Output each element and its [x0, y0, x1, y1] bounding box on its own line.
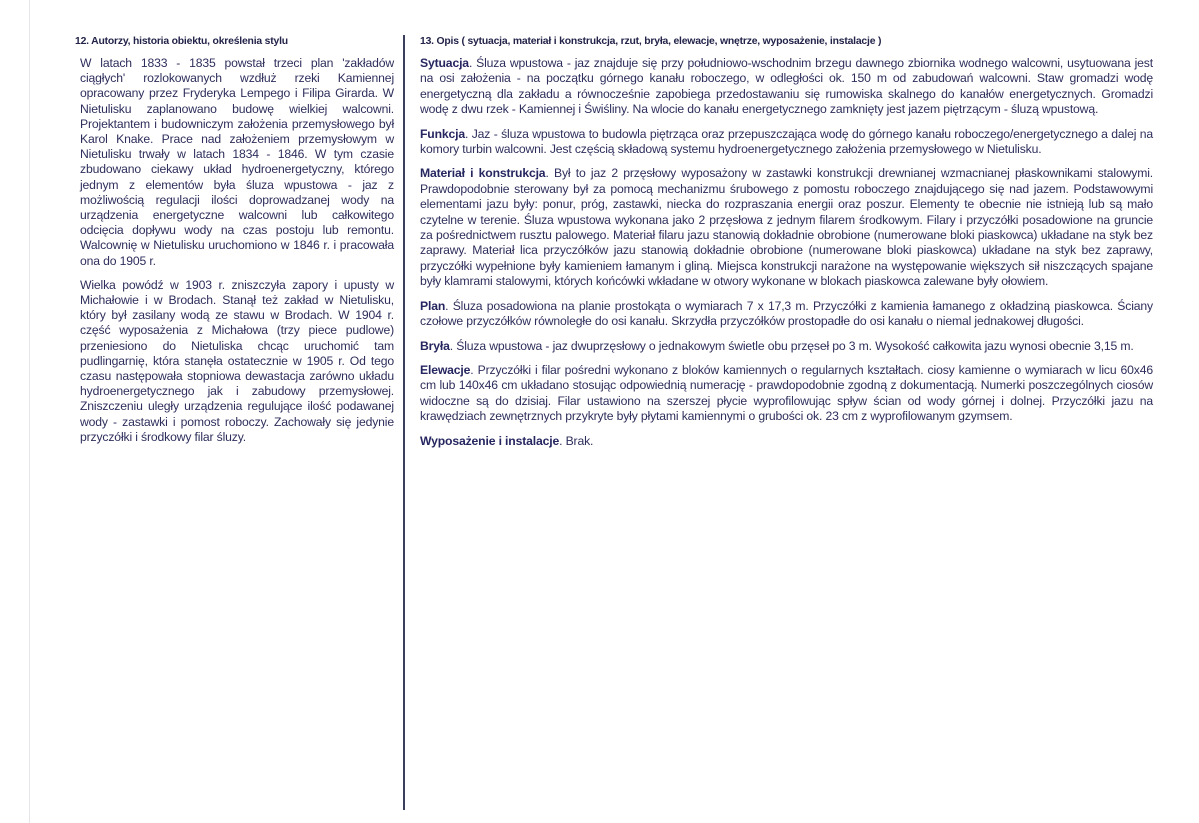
massing-text: . Śluza wpustowa - jaz dwuprzęsłowy o jednakowym świetle obu przęseł po 3 m. Wysokość całkowita jazu wynosi obecnie 3,15 m. — [449, 338, 1134, 353]
function-label: Funkcja — [420, 126, 466, 141]
description-situation — [420, 56, 1153, 118]
history-column — [75, 36, 394, 454]
massing-label: Bryła — [420, 338, 450, 353]
plan-label: Plan — [420, 298, 446, 313]
history-paragraph: Wielka powódź w 1903 r. zniszczyła zapory i upusty w Michałowie i w Brodach. Stanął też zakład w Nietulisku, który był zasilany wodą ze stawu w Brodach. W 1904 r. część wyposażenia z Michałowa (trzy piece pudlowe) przeniesiono do Nietuliska chcąc uruchomić tam pudlingarnię, która stanęła ostatecznie w 1905 r. Od tego czasu następowała stopniowa dewastacja zarówno układu hydroenergetycznego jak i zabudowy przemysłowej. Zniszczeniu uległy urządzenia regulujące ilość podawanej wody - zastawki i pomost roboczy. Zachowały się jedynie przyczółki i środkowy filar śluzy. — [80, 277, 394, 444]
description-elevations — [420, 363, 1153, 425]
material-label: Materiał i konstrukcja — [420, 166, 546, 181]
situation-text: . Śluza wpustowa - jaz znajduje się przy południowo-wschodnim brzegu dawnego zbiornika wodnego walcowni, usytuowana jest na osi założenia - na początku górnego kanału roboczego, w odległości ok. 150 m od zabudowań walcowni. Staw gromadzi wodę energetyczną dla zakładu a równocześnie zapobiega przedostawaniu się rumowiska skalnego do kanałów energetycznych. Gromadzi wodę z dwu rzek - Kamiennej i Świśliny. Na wlocie do kanału energetycznego zamknięty jest jazem piętrzącym - śluzą wpustową. — [420, 56, 1153, 117]
elevations-text: . Przyczółki i filar pośredni wykonano z bloków kamiennych o regularnych kształtach. ciosy kamienne o wymiarach w licu 60x46 cm lub 140x46 cm układano stosując odpowiednią numerację - prawdopodobnie zgodną z dokumentacją. Numerki poszczególnych ciosów widoczne są do dzisiaj. Filar ustawiono na szerszej płycie wyprofilowując spływ ścian od wody górnej i dolnej. Przyczółki jazu na krawędziach zewnętrznych przykryte były płytami kamiennymi o grubości ok. 23 cm z wyprofilowanym gzymsem. — [420, 362, 1153, 424]
situation-label: Sytuacja — [420, 56, 469, 70]
description-equipment — [420, 434, 1153, 449]
section-13-title: 13. Opis ( sytuacja, materiał i konstrukcja, rzut, bryła, elewacje, wnętrze, wyposażenie, instalacje ) — [420, 36, 882, 47]
column-divider — [403, 35, 405, 810]
description-massing — [420, 339, 1153, 354]
description-column — [420, 36, 1153, 458]
equipment-text: . Brak. — [559, 433, 594, 448]
description-function — [420, 127, 1153, 158]
elevations-label: Elewacje — [420, 362, 471, 377]
equipment-label: Wyposażenie i instalacje — [420, 433, 560, 448]
section-12-title: 12. Autorzy, historia obiektu, określenia stylu — [75, 36, 288, 47]
page-edge-line — [29, 0, 30, 823]
history-paragraph: W latach 1833 - 1835 powstał trzeci plan 'zakładów ciągłych' rozlokowanych wzdłuż rzeki Kamiennej opracowany przez Fryderyka Lempego i Filipa Girarda. W Nietulisku zaplanowano budowę wielkiej walcowni. Projektantem i budowniczym założenia przemysłowego był Karol Knake. Prace nad założeniem przemysłowym w Nietulisku trwały w latach 1834 - 1846. W tym czasie zbudowano ciekawy układ hydroenergetyczny, którego jednym z elementów była śluza wpustowa - jaz z możliwością regulacji ilości doprowadzanej wody na urządzenia energetyczne walcowni lub całkowitego odcięcia dopływu wody na czas postoju lub remontu. Walcownię w Nietulisku uruchomiono w 1846 r. i pracowała ona do 1905 r. — [80, 56, 394, 268]
plan-text: . Śluza posadowiona na planie prostokąta o wymiarach 7 x 17,3 m. Przyczółki z kamienia łamanego z okładziną piaskowca. Ściany czołowe przyczółków równoległe do osi kanału. Skrzydła przyczółków prostopadłe do osi kanału o niemal jednakowej długości. — [420, 298, 1153, 329]
description-material — [420, 166, 1153, 289]
description-plan — [420, 299, 1153, 330]
material-text: . Był to jaz 2 przęsłowy wyposażony w zastawki konstrukcji drewnianej wzmacnianej płaskownikami stalowymi. Prawdopodobnie sterowany był za pomocą mechanizmu śrubowego z pomostu roboczego znajdującego się nad jazem. Podstawowymi elementami jazu były: ponur, próg, zastawki, niecka do rozpraszania energii oraz poszur. Elementy te obecnie nie istnieją lub są mało czytelne w terenie. Śluza wpustowa wykonana jako 2 przęsłowa z jednym filarem środkowym. Filary i przyczółki posadowione na gruncie za pośrednictwem rusztu palowego. Materiał filaru jazu stanowią dokładnie obrobione (numerowane bloki piaskowca) układane na styk bez zaprawy. Materiał lica przyczółków jazu stanowią dokładnie obrobione (numerowane bloki piaskowca) układane na styk bez zaprawy, przyczółki wypełnione były kamieniem łamanym i gliną. Miejsca konstrukcji narażone na występowanie większych sił niszczących spajane były klamrami stalowymi, których końcówki wkładane w otwory wykonane w blokach piaskowca zalewane były ołowiem. — [420, 166, 1153, 289]
function-text: . Jaz - śluza wpustowa to budowla piętrząca oraz przepuszczająca wodę do górnego kanału roboczego/energetycznego a dalej na komory turbin walcowni. Jest częścią składową systemu hydroenergetycznego założenia przemysłowego w Nietulisku. — [420, 126, 1153, 157]
